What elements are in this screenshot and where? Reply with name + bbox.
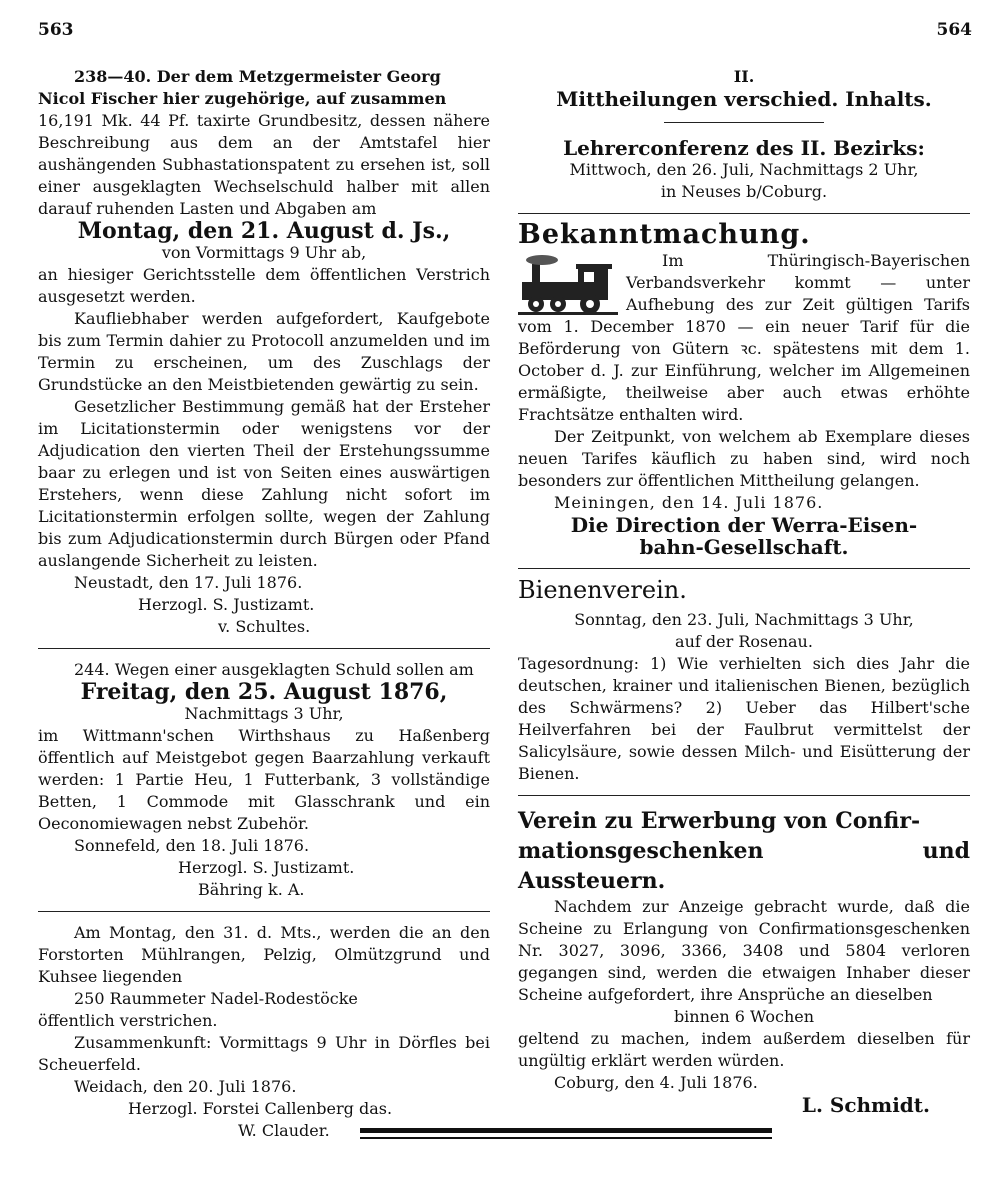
bienenverein-title: Bienenverein. [518,576,687,604]
verein-para1: Nachdem zur Anzeige gebracht wurde, daß die Scheine zu Erlangung von Confirmationsgeschenken Nr. 3027, 3096, 3366, 3408 und 5804 verloren gegangen sind, werden die etwaigen Inhaber dieser Scheine aufgefordert, ihre Ansprüche an dieselben [518,897,970,1004]
notice-244-time: Nachmittags 3 Uhr, [184,704,344,723]
notice-238-body: 16,191 Mk. 44 Pf. taxirte Grundbesitz, dessen nähere Beschreibung aus dem an der Amtstafel hier aushängenden Subhastationspatent zu ersehen ist, soll einer ausgeklagten Wechselschuld halber mit allen darauf ruhenden Lasten und Abgaben am [38,111,490,218]
notice-238-signature: v. Schultes. [218,617,311,636]
notice-238-owner: Nicol Fischer hier zugehörige, auf zusammen [38,89,447,108]
notice-244-date: Freitag, den 25. August 1876, [80,679,448,705]
bekanntmachung-signature-2: bahn-Gesellschaft. [639,535,849,559]
notice-244-body: im Wittmann'schen Wirthshaus zu Haßenberg öffentlich auf Meistgebot gegen Baarzahlung verkauft werden: 1 Partie Heu, 1 Futterbank, 3 vollständige Betten, 1 Commode mit Glasschrank und ein Oeconomiewagen nebst Zubehör. [38,726,490,833]
notice-238-para3: Gesetzlicher Bestimmung gemäß hat der Ersteher im Licitationstermin oder wenigstens vor der Adjudication den vierten Theil der Erstehungssumme baar zu erlegen und ist von Seiten eines auswärtigen Erstehers, wenn diese Zahlung nicht sofort im Licitationstermin erfolgen sollte, wegen der Zahlung bis zum Adjudicationstermin durch Bürgen oder Pfand auslangende Sicherheit zu leisten. [38,397,490,570]
page-number-left: 563 [38,20,74,40]
verein-title-1: Verein zu Erwerbung von Confir- [518,808,921,834]
right-column [518,66,970,1116]
notice-238-place-date: Neustadt, den 17. Juli 1876. [74,573,303,592]
notice-forst-item: 250 Raummeter Nadel-Rodestöcke [74,989,358,1008]
notice-238-para2: Kaufliebhaber werden aufgefordert, Kaufgebote bis zum Termin dahier zu Protocoll anzumelden und im Termin zu erscheinen, um des Zuschlags der Grundstücke an den Meistbietenden gewärtig zu sein. [38,309,490,394]
divider [38,648,490,649]
bekanntmachung-block [518,250,970,426]
bekanntmachung-para1: Im Thüringisch-Bayerischen Verbandsverkehr kommt — unter Aufhebung des zur Zeit gültigen Tarifs vom 1. December 1870 — ein neuer Tarif für die Beförderung von Gütern ꝛc. spätestens mit dem 1. October d. J. zur Einführung, welcher im Allgemeinen ermäßigte, theilweise aber auch etwas erhöhte Frachtsätze enthalten wird. [518,251,970,424]
notice-forst-signature: W. Clauder. [238,1121,330,1140]
conference-line1: Mittwoch, den 26. Juli, Nachmittags 2 Uhr, [569,160,919,179]
divider [38,911,490,912]
footer-rule [360,1128,772,1133]
verein-signature: L. Schmidt. [801,1093,930,1117]
verein-deadline: binnen 6 Wochen [673,1007,815,1026]
section-number: II. [733,67,755,86]
bekanntmachung-place-date: Meiningen, den 14. Juli 1876. [554,493,824,512]
notice-forst-body2: öffentlich verstrichen. [38,1011,218,1030]
notice-238-office: Herzogl. S. Justizamt. [138,595,315,614]
page-number-right: 564 [936,20,972,40]
conference-line2: in Neuses b/Coburg. [660,182,828,201]
bekanntmachung-title: Bekanntmachung. [518,219,811,250]
divider [518,213,970,214]
verein-place-date: Coburg, den 4. Juli 1876. [554,1073,758,1092]
notice-244-signature: Bähring k. A. [198,880,305,899]
notice-244-heading: 244. Wegen einer ausgeklagten Schuld sollen am [74,660,474,679]
notice-forst-body: Am Montag, den 31. d. Mts., werden die an den Forstorten Mühlrangen, Pelzig, Olmützgrund und Kuhsee liegenden [38,923,490,986]
notice-238-body2: an hiesiger Gerichtsstelle dem öffentlichen Verstrich ausgesetzt werden. [38,265,490,306]
left-column [38,66,490,1142]
notice-244-office: Herzogl. S. Justizamt. [178,858,355,877]
divider [518,795,970,796]
section-title: Mittheilungen verschied. Inhalts. [556,87,932,111]
divider [518,568,970,569]
notice-238-date: Montag, den 21. August d. Js., [77,218,451,244]
bekanntmachung-signature-1: Die Direction der Werra-Eisen- [570,513,918,537]
notice-forst-office: Herzogl. Forstei Callenberg das. [128,1099,393,1118]
verein-para2: geltend zu machen, indem außerdem dieselben für ungültig erklärt werden würden. [518,1029,970,1070]
notice-244-place-date: Sonnefeld, den 18. Juli 1876. [74,836,310,855]
bienenverein-line2: auf der Rosenau. [675,632,813,651]
bienenverein-line1: Sonntag, den 23. Juli, Nachmittags 3 Uhr, [574,610,914,629]
footer-rule [360,1137,772,1139]
notice-238-heading: 238—40. Der dem Metzgermeister Georg [74,67,441,86]
bienenverein-agenda: Tagesordnung: 1) Wie verhielten sich dies Jahr die deutschen, krainer und italienischen Bienen, bezüglich des Schwärmens? 2) Ueber das Hilbert'sche Heilverfahren bei der Faulbrut vermittelst der Salicylsäure, sowie dessen Milch- und Eisütterung der Bienen. [518,654,970,783]
notice-forst-place-date: Weidach, den 20. Juli 1876. [74,1077,297,1096]
divider [664,122,824,123]
locomotive-icon [518,254,618,316]
verein-title-2: mationsgeschenken und Aussteuern. [518,838,970,894]
notice-forst-meeting: Zusammenkunft: Vormittags 9 Uhr in Dörfles bei Scheuerfeld. [38,1033,490,1074]
conference-title: Lehrerconferenz des II. Bezirks: [563,136,925,160]
bekanntmachung-para2: Der Zeitpunkt, von welchem ab Exemplare dieses neuen Tarifes käuflich zu haben sind, wird noch besonders zur öffentlichen Mittheilung gelangen. [518,427,970,490]
notice-238-time: von Vormittags 9 Uhr ab, [161,243,367,262]
